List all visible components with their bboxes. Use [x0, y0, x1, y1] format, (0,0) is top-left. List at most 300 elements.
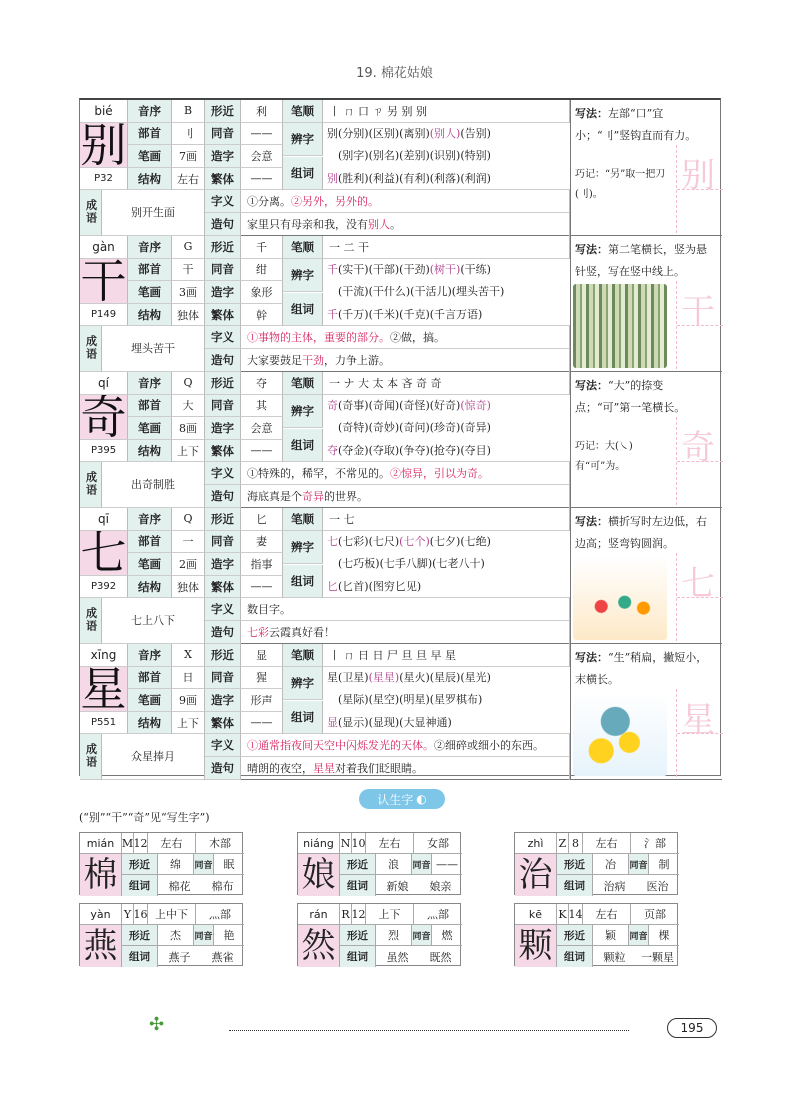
text-run: 奇: [327, 398, 338, 412]
text-run: (告别): [460, 126, 491, 140]
zaozi-value: 象形: [241, 281, 283, 304]
renshengzi-card: [79, 832, 243, 895]
zaoju-label: 造句: [205, 757, 241, 780]
text-run: 的世界。: [324, 490, 368, 504]
yinxu-label: 音序: [128, 372, 172, 395]
renshengzi-card: [514, 832, 678, 895]
word-line: [323, 417, 570, 440]
xiefa-note: [575, 375, 715, 419]
text-run: (胜利)(利益)(有利)(利落)(利润): [338, 171, 491, 185]
renshengzi-badge: [359, 789, 445, 809]
page-number: 195: [667, 1018, 717, 1038]
bihua-label: 笔画: [128, 145, 172, 168]
bianzi-label: 辨字: [283, 259, 323, 293]
zaozi-value: 会意: [241, 145, 283, 168]
xiefa-value: 横折写时左边低，右边高；竖弯钩圆润。: [575, 515, 707, 550]
card-zuci-2: 棉布: [211, 879, 234, 893]
card-character: 棉: [80, 854, 122, 896]
yinxu-label: 音序: [128, 508, 172, 531]
card-bushou: 氵部: [631, 833, 679, 854]
dict-page: P551: [80, 712, 128, 735]
xiefa-note: [575, 511, 715, 555]
card-tongyin-label: 同音: [412, 854, 432, 875]
zaoju-label: 造句: [205, 349, 241, 372]
dict-page: P395: [80, 440, 128, 463]
text-run: (干流)(干什么)(干活儿)(埋头苦干): [327, 285, 505, 299]
dict-page: P32: [80, 168, 128, 191]
xingjin-label: 形近: [205, 644, 241, 667]
card-tongyin-label: 同音: [629, 925, 649, 946]
ziyi-value: [241, 190, 570, 213]
xiefa-value: “大”的捺变点；“可”第一笔横长。: [575, 379, 686, 414]
card-tongyin: 燃: [432, 925, 462, 946]
text-run: ，力争上游。: [324, 354, 390, 368]
ziyi-label: 字义: [205, 326, 241, 349]
ziyi-label: 字义: [205, 598, 241, 621]
footer-divider: [229, 1030, 629, 1031]
word-line: [323, 553, 570, 576]
card-yinxu: Y: [122, 904, 134, 925]
tongyin-value: 其: [241, 395, 283, 418]
jiegou-label: 结构: [128, 576, 172, 599]
bishun-value: 一 二 干: [323, 236, 570, 259]
bishun-label: 笔顺: [283, 236, 323, 259]
card-character: 娘: [298, 854, 340, 896]
card-zuci-1: 虽然: [386, 950, 409, 964]
card-zuci-label: 组词: [122, 875, 158, 896]
yinxu-label: 音序: [128, 644, 172, 667]
blank-grid: [677, 189, 723, 233]
bianzi-label: 辨字: [283, 123, 323, 157]
card-tongyin-label: 同音: [194, 854, 214, 875]
card-xingjin: 杰: [158, 925, 194, 946]
card-zuci-2: 燕雀: [211, 950, 234, 964]
word-list: [323, 123, 570, 191]
xiefa-value: “生”稍扁，撇短小，末横长。: [575, 651, 708, 686]
word-line: [323, 395, 570, 418]
text-run: ②做，搞。: [390, 331, 445, 345]
zaozi-label: 造字: [205, 145, 241, 168]
pinyin: bié: [80, 100, 128, 123]
word-list: [323, 259, 570, 327]
text-run: 数目字。: [247, 603, 291, 617]
jiegou-label: 结构: [128, 304, 172, 327]
word-list: [323, 531, 570, 599]
xiefa-label: 写法：: [575, 107, 608, 120]
chengyu-value: 出奇制胜: [102, 462, 205, 507]
text-run: 云霞真好看！: [269, 626, 335, 640]
bushou-label: 部首: [128, 531, 172, 554]
zuci-label: 组词: [283, 701, 323, 735]
text-run: 千: [327, 262, 338, 276]
card-yinxu: M: [122, 833, 134, 854]
main-character: 奇: [80, 394, 127, 440]
xingjin-label: 形近: [205, 100, 241, 123]
chengyu-label: 成语: [80, 598, 102, 643]
card-bihua: 12: [134, 833, 148, 854]
windmill-icon: ✣: [149, 1014, 165, 1035]
card-character: 治: [515, 854, 557, 896]
card-xingjin: 烈: [376, 925, 412, 946]
card-bihua: 16: [134, 904, 148, 925]
card-xingjin-label: 形近: [122, 854, 158, 875]
writing-tips: [570, 372, 722, 508]
writing-tips: [570, 236, 722, 372]
card-yinxu: N: [340, 833, 352, 854]
word-line: [323, 667, 570, 690]
text-run: ①分离。: [247, 195, 291, 209]
text-run: 星(卫星): [327, 670, 369, 684]
card-tongyin: 棵: [649, 925, 679, 946]
xingjin-label: 形近: [205, 372, 241, 395]
renshengzi-card: [297, 832, 461, 895]
char-table: [79, 98, 721, 776]
fanti-label: 繁体: [205, 576, 241, 599]
tongyin-value: ——: [241, 123, 283, 146]
chengyu-label: 成语: [80, 734, 102, 779]
card-jiegou: 左右: [583, 833, 631, 854]
chengyu-value: 众星捧月: [102, 734, 205, 779]
fanti-label: 繁体: [205, 304, 241, 327]
text-run: (匕首)(图穷匕见): [338, 579, 422, 593]
char-block: [80, 644, 570, 780]
renshengzi-title: 认生字: [377, 792, 414, 807]
ziyi-value: [241, 462, 570, 485]
pinyin: gàn: [80, 236, 128, 259]
card-tongyin: 艳: [214, 925, 244, 946]
word-line: [323, 689, 570, 712]
bishun-label: 笔顺: [283, 508, 323, 531]
tracing-character: 七: [681, 564, 715, 604]
practice-grid: [676, 145, 722, 233]
word-line: [323, 259, 570, 282]
zaozi-label: 造字: [205, 281, 241, 304]
bishun-value: 丨 ㄇ 口 ㄗ 另 别 别: [323, 100, 570, 123]
card-jiegou: 左右: [148, 833, 196, 854]
zuci-label: 组词: [283, 293, 323, 327]
text-run: (奇特)(奇妙)(奇问)(珍奇)(奇异): [327, 421, 491, 435]
card-bushou: 灬部: [196, 904, 244, 925]
card-jiegou: 上中下: [148, 904, 196, 925]
text-run: (奇事)(奇闻)(奇怪)(好奇): [338, 398, 461, 412]
card-bihua: 10: [352, 833, 366, 854]
text-run: (别字)(别名)(差别)(识别)(特别): [327, 149, 491, 163]
card-tongyin-label: 同音: [412, 925, 432, 946]
fanti-label: 繁体: [205, 712, 241, 735]
jiegou-value: 独体: [172, 304, 205, 327]
fanti-value: ——: [241, 440, 283, 463]
bishun-label: 笔顺: [283, 100, 323, 123]
ziyi-value: [241, 734, 570, 757]
word-line: [323, 440, 570, 463]
blank-grid: [677, 597, 723, 641]
xiefa-value: 左部“口”宜小；“刂”竖钩直而有力。: [575, 107, 697, 142]
char-block: [80, 372, 570, 508]
card-zuci-2: 既然: [429, 950, 452, 964]
card-xingjin: 颖: [593, 925, 629, 946]
fanti-label: 繁体: [205, 440, 241, 463]
chengyu-label: 成语: [80, 190, 102, 235]
text-run: (显示)(显现)(大显神通): [338, 715, 452, 729]
card-zuci-1: 颗粒: [603, 950, 626, 964]
card-xingjin-label: 形近: [557, 854, 593, 875]
xingjin-value: 显: [241, 644, 283, 667]
card-zuci-1: 燕子: [168, 950, 191, 964]
text-run: (星星): [368, 670, 400, 684]
xiefa-note: [575, 103, 715, 147]
text-run: (实干)(干部)(干劲): [338, 262, 430, 276]
card-tongyin: ——: [432, 854, 462, 875]
zuci-label: 组词: [283, 565, 323, 599]
card-xingjin-label: 形近: [340, 925, 376, 946]
dict-page: P392: [80, 576, 128, 599]
card-zuci-label: 组词: [557, 875, 593, 896]
xiefa-note: [575, 239, 715, 283]
zaozi-value: 会意: [241, 417, 283, 440]
card-pinyin: mián: [80, 833, 122, 854]
jiegou-value: 左右: [172, 168, 205, 191]
illustration-image: [573, 284, 667, 368]
pinyin: qī: [80, 508, 128, 531]
xingjin-value: 千: [241, 236, 283, 259]
tongyin-value: 绀: [241, 259, 283, 282]
card-pinyin: kē: [515, 904, 557, 925]
text-run: 晴朗的夜空，: [247, 762, 313, 776]
bishun-value: 丨 ㄇ 日 日 尸 旦 旦 早 星: [323, 644, 570, 667]
word-line: [323, 304, 570, 327]
bihua-label: 笔画: [128, 281, 172, 304]
zaoju-label: 造句: [205, 213, 241, 236]
main-character: 星: [80, 666, 127, 712]
char-block: [80, 508, 570, 644]
bushou-label: 部首: [128, 123, 172, 146]
yinxu-value: Q: [172, 508, 205, 531]
xingjin-label: 形近: [205, 508, 241, 531]
bushou-value: 大: [172, 395, 205, 418]
card-bushou: 女部: [414, 833, 462, 854]
zaoju-label: 造句: [205, 621, 241, 644]
jiegou-label: 结构: [128, 440, 172, 463]
card-tongyin-label: 同音: [194, 925, 214, 946]
tongyin-label: 同音: [205, 667, 241, 690]
text-run: (别人): [429, 126, 461, 140]
ziyi-label: 字义: [205, 734, 241, 757]
chengyu-value: 别开生面: [102, 190, 205, 235]
xiefa-label: 写法：: [575, 243, 608, 256]
bushou-label: 部首: [128, 395, 172, 418]
zaozi-value: 指事: [241, 553, 283, 576]
text-run: ①通常指夜间天空中闪烁发光的天体。: [247, 739, 434, 753]
card-zuci-2: 娘亲: [429, 879, 452, 893]
card-tongyin-label: 同音: [629, 854, 649, 875]
practice-grid: [676, 417, 722, 505]
text-run: 别人: [368, 218, 390, 232]
text-run: (七彩)(七尺): [338, 534, 400, 548]
bushou-label: 部首: [128, 259, 172, 282]
card-pinyin: niáng: [298, 833, 340, 854]
bihua-value: 8画: [172, 417, 205, 440]
card-zuci-2: 医治: [646, 879, 669, 893]
jiegou-label: 结构: [128, 712, 172, 735]
text-run: 千: [327, 307, 338, 321]
card-pinyin: rán: [298, 904, 340, 925]
xingjin-label: 形近: [205, 236, 241, 259]
fanti-value: ——: [241, 168, 283, 191]
main-character: 干: [80, 258, 127, 304]
zaozi-label: 造字: [205, 417, 241, 440]
text-run: 对着我们眨眼睛。: [335, 762, 423, 776]
ziyi-label: 字义: [205, 190, 241, 213]
chengyu-value: 埋头苦干: [102, 326, 205, 371]
text-run: (星际)(星空)(明星)(星罗棋布): [327, 693, 483, 707]
practice-grid: [676, 281, 722, 369]
text-run: (七夕)(七绝): [429, 534, 491, 548]
xingjin-value: 夺: [241, 372, 283, 395]
text-run: ②惊异，引以为奇。: [390, 467, 489, 481]
word-line: [323, 712, 570, 735]
bishun-label: 笔顺: [283, 372, 323, 395]
card-xingjin-label: 形近: [122, 925, 158, 946]
xiefa-label: 写法：: [575, 379, 608, 392]
card-zuci-label: 组词: [340, 946, 376, 967]
word-line: [323, 145, 570, 168]
bishun-label: 笔顺: [283, 644, 323, 667]
word-list: [323, 667, 570, 735]
card-tongyin: 制: [649, 854, 679, 875]
ziyi-value: [241, 598, 570, 621]
illustration-image: [573, 692, 667, 776]
text-run: 海底真是个: [247, 490, 302, 504]
word-list: [323, 395, 570, 463]
xiefa-label: 写法：: [575, 651, 608, 664]
bushou-value: 刂: [172, 123, 205, 146]
word-line: [323, 531, 570, 554]
card-zuci-label: 组词: [557, 946, 593, 967]
text-run: (惊奇): [460, 398, 491, 412]
text-run: (七巧板)(七手八脚)(七老八十): [327, 557, 485, 571]
zuci-label: 组词: [283, 157, 323, 191]
bihua-value: 7画: [172, 145, 205, 168]
xiefa-value: 第二笔横长，竖为悬针竖，写在竖中线上。: [575, 243, 707, 278]
dict-page: P149: [80, 304, 128, 327]
text-run: ②另外，另外的。: [291, 195, 379, 209]
card-xingjin-label: 形近: [340, 854, 376, 875]
xiefa-label: 写法：: [575, 515, 608, 528]
bianzi-label: 辨字: [283, 667, 323, 701]
mnemonic-tip: 巧记：大(㇏)有“可”为。: [575, 441, 633, 472]
blank-grid: [677, 325, 723, 369]
card-jiegou: 左右: [366, 833, 414, 854]
tongyin-label: 同音: [205, 123, 241, 146]
word-line: [323, 576, 570, 599]
card-zuci-1: 治病: [603, 879, 626, 893]
card-xingjin: 浪: [376, 854, 412, 875]
card-zuci-2: 一颗星: [641, 950, 674, 964]
text-run: (千万)(千米)(千克)(千言万语): [338, 307, 483, 321]
yinxu-value: B: [172, 100, 205, 123]
bushou-label: 部首: [128, 667, 172, 690]
tongyin-label: 同音: [205, 395, 241, 418]
text-run: ①特殊的，稀罕，不常见的。: [247, 467, 390, 481]
bishun-value: 一 七: [323, 508, 570, 531]
mnemonic-tip: 巧记：“另”取一把刀(刂)。: [575, 169, 666, 200]
zuci-label: 组词: [283, 429, 323, 463]
blank-grid: [677, 733, 723, 777]
bihua-label: 笔画: [128, 553, 172, 576]
text-run: 七: [327, 534, 338, 548]
card-zuci-label: 组词: [122, 946, 158, 967]
card-character: 燕: [80, 925, 122, 967]
zaoju-value: [241, 621, 570, 644]
text-run: (干练): [460, 262, 491, 276]
pinyin: qí: [80, 372, 128, 395]
circle-icon: ◐: [416, 792, 427, 806]
tongyin-value: 妻: [241, 531, 283, 554]
chengyu-label: 成语: [80, 462, 102, 507]
main-character: 七: [80, 530, 127, 576]
lesson-title: 19. 棉花姑娘: [356, 66, 433, 81]
text-run: 家里只有母亲和我，没有: [247, 218, 368, 232]
writing-tips: [570, 644, 722, 780]
card-bushou: 木部: [196, 833, 244, 854]
tracing-character: 奇: [681, 428, 715, 468]
bianzi-label: 辨字: [283, 395, 323, 429]
zaoju-value: [241, 213, 570, 236]
bushou-value: 干: [172, 259, 205, 282]
zaozi-value: 形声: [241, 689, 283, 712]
text-run: 。: [390, 218, 401, 232]
card-yinxu: K: [557, 904, 569, 925]
text-run: (七个): [399, 534, 430, 548]
card-tongyin: 眠: [214, 854, 244, 875]
card-xingjin: 冶: [593, 854, 629, 875]
text-run: 七彩: [247, 626, 269, 640]
text-run: (星火)(星辰)(星光): [399, 670, 491, 684]
bihua-value: 2画: [172, 553, 205, 576]
bihua-value: 3画: [172, 281, 205, 304]
renshengzi-card: [79, 903, 243, 966]
word-line: [323, 123, 570, 146]
tongyin-label: 同音: [205, 531, 241, 554]
text-run: 奇异: [302, 490, 324, 504]
text-run: 星星: [313, 762, 335, 776]
text-run: 夺: [327, 443, 338, 457]
card-zuci-1: 棉花: [168, 879, 191, 893]
practice-grid: [676, 553, 722, 641]
bihua-label: 笔画: [128, 689, 172, 712]
char-block: [80, 236, 570, 372]
writing-tips: [570, 508, 722, 644]
jiegou-value: 上下: [172, 440, 205, 463]
zaoju-label: 造句: [205, 485, 241, 508]
fanti-label: 繁体: [205, 168, 241, 191]
tongyin-label: 同音: [205, 259, 241, 282]
card-jiegou: 左右: [583, 904, 631, 925]
card-pinyin: yàn: [80, 904, 122, 925]
card-pinyin: zhì: [515, 833, 557, 854]
text-run: 大家要鼓足: [247, 354, 302, 368]
footer: [79, 1014, 719, 1038]
bushou-value: 一: [172, 531, 205, 554]
tracing-character: 别: [681, 156, 715, 196]
card-bihua: 8: [569, 833, 583, 854]
char-block: [80, 100, 570, 236]
card-character: 颗: [515, 925, 557, 967]
zaoju-value: [241, 349, 570, 372]
xiefa-note: [575, 647, 715, 691]
zaoju-value: [241, 485, 570, 508]
card-bushou: 灬部: [414, 904, 462, 925]
